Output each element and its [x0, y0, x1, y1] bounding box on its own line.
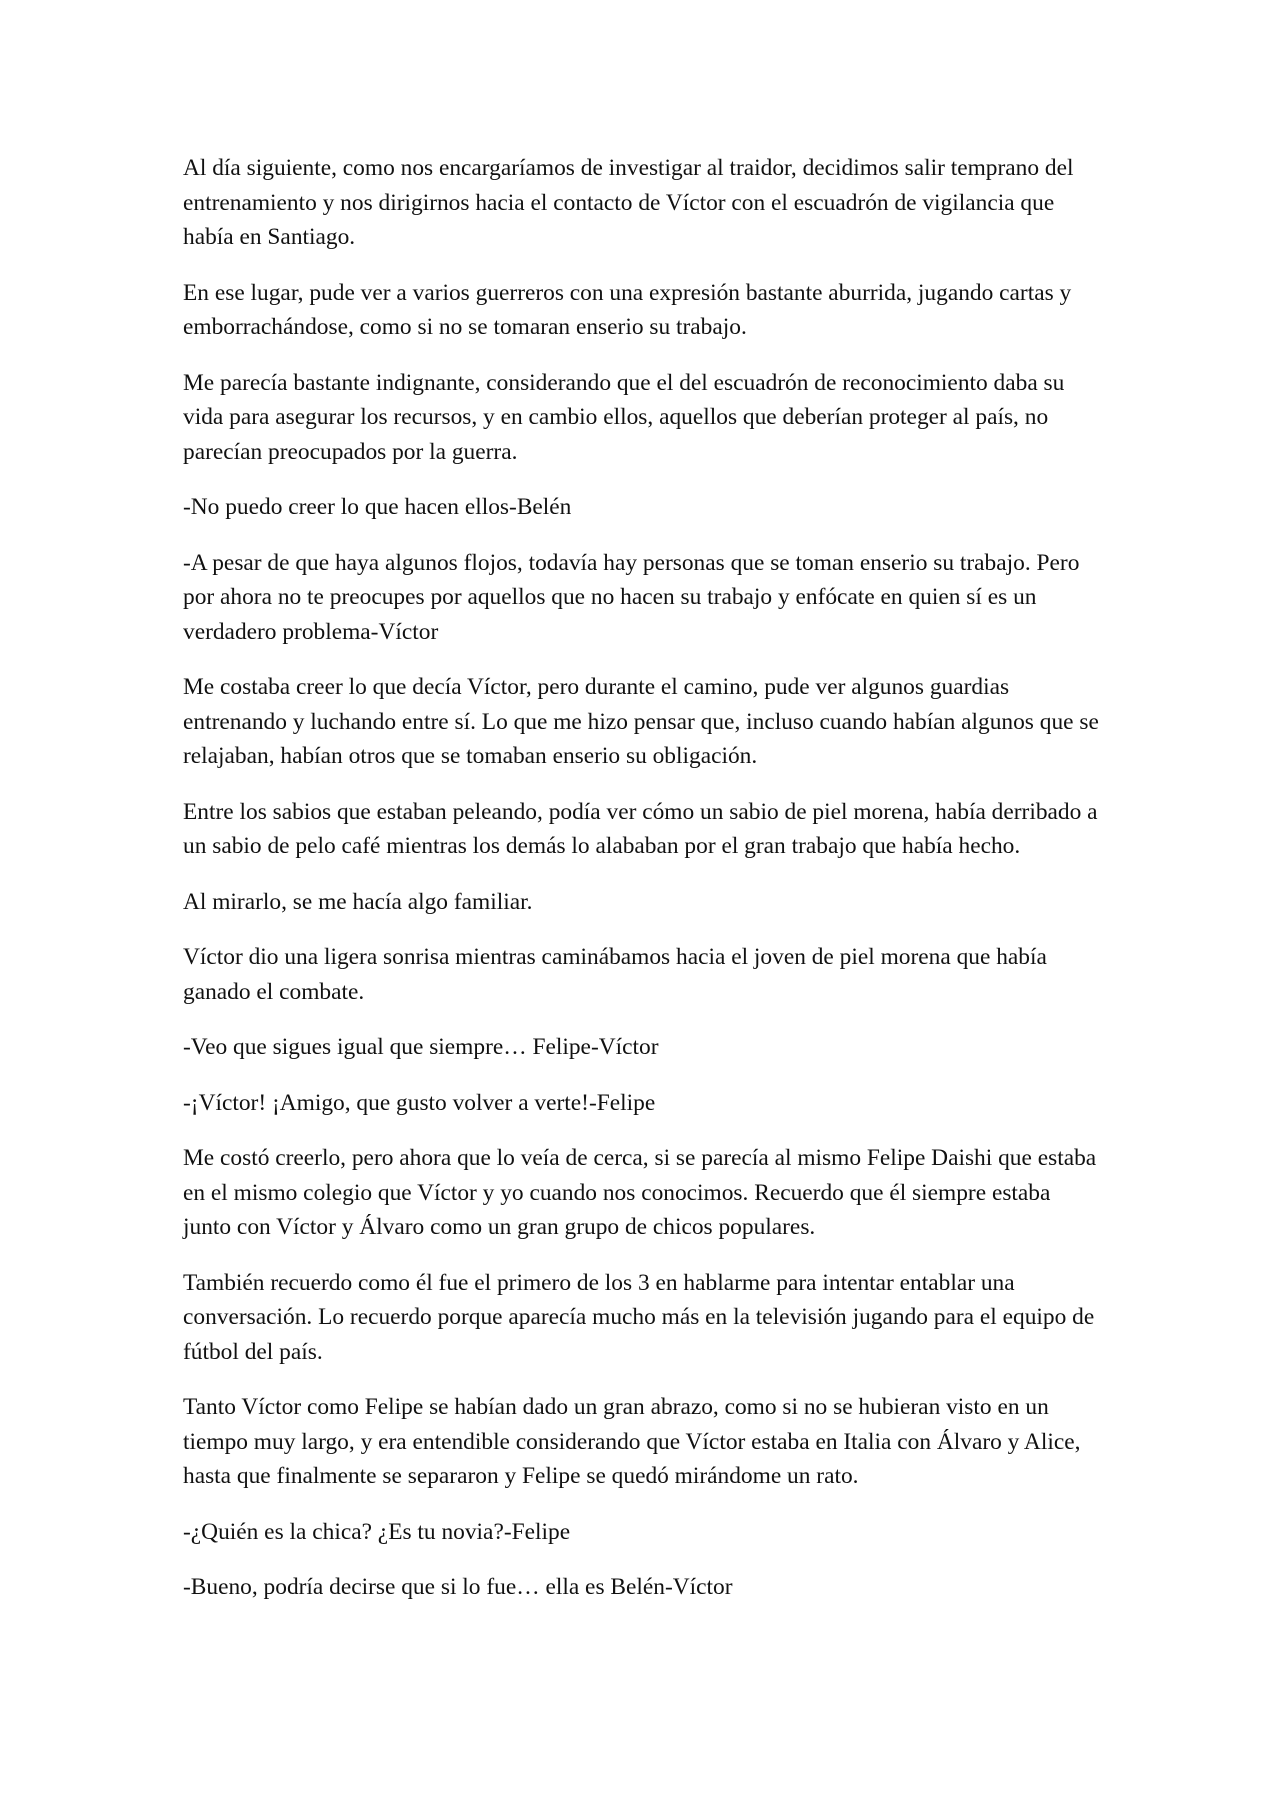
dialogue-line: -¡Víctor! ¡Amigo, que gusto volver a verte!-Felipe	[183, 1089, 656, 1116]
paragraph: Tanto Víctor como Felipe se habían dado un gran abrazo, como si no se hubieran visto en un tiempo muy largo, y era entendible considerando que Víctor estaba en Italia con Álvaro y Alice, hasta que finalmente se separaron y Felipe se quedó mirándome un rato.	[183, 1394, 1081, 1489]
paragraph: Me costaba creer lo que decía Víctor, pero durante el camino, pude ver algunos guardias entrenando y luchando entre sí. Lo que me hizo pensar que, incluso cuando habían algunos que se relajaban, habían otros que se tomaban enserio su obligación.	[183, 674, 1099, 769]
paragraph: Al mirarlo, se me hacía algo familiar.	[183, 888, 533, 915]
paragraph: En ese lugar, pude ver a varios guerreros con una expresión bastante aburrida, jugando cartas y emborrachándose, como si no se tomaran enserio su trabajo.	[183, 279, 1072, 340]
dialogue-line: -Bueno, podría decirse que si lo fue… ella es Belén-Víctor	[183, 1574, 733, 1600]
dialogue-line: -¿Quién es la chica? ¿Es tu novia?-Felipe	[183, 1518, 571, 1545]
dialogue-line: -No puedo creer lo que hacen ellos-Belén	[183, 494, 572, 520]
paragraph: También recuerdo como él fue el primero de los 3 en hablarme para intentar entablar una conversación. Lo recuerdo porque aparecía mucho más en la televisión jugando para el equipo de fútbol del país.	[183, 1269, 1095, 1365]
document-body	[183, 151, 1103, 1626]
paragraph: Me costó creerlo, pero ahora que lo veía de cerca, si se parecía al mismo Felipe Daishi que estaba en el mismo colegio que Víctor y yo cuando nos conocimos. Recuerdo que él siempre estaba junto con Víctor y Álvaro como un gran grupo de chicos populares.	[183, 1145, 1097, 1240]
paragraph: Me parecía bastante indignante, considerando que el del escuadrón de reconocimiento daba su vida para asegurar los recursos, y en cambio ellos, aquellos que deberían proteger al país, no parecían preocupados por la guerra.	[183, 369, 1065, 465]
paragraph: Entre los sabios que estaban peleando, podía ver cómo un sabio de piel morena, había derribado a un sabio de pelo café mientras los demás lo alababan por el gran trabajo que había hecho.	[183, 798, 1098, 859]
dialogue-line: -Veo que sigues igual que siempre… Felipe-Víctor	[183, 1034, 659, 1060]
paragraph: Al día siguiente, como nos encargaríamos de investigar al traidor, decidimos salir temprano del entrenamiento y nos dirigirnos hacia el contacto de Víctor con el escuadrón de vigilancia que había en Santiago.	[183, 155, 1074, 250]
paragraph: Víctor dio una ligera sonrisa mientras caminábamos hacia el joven de piel morena que había ganado el combate.	[183, 944, 1047, 1005]
dialogue-line: -A pesar de que haya algunos flojos, todavía hay personas que se toman enserio su trabajo. Pero por ahora no te preocupes por aquellos que no hacen su trabajo y enfócate en quien sí es un verdadero problema-Víctor	[183, 549, 1080, 645]
